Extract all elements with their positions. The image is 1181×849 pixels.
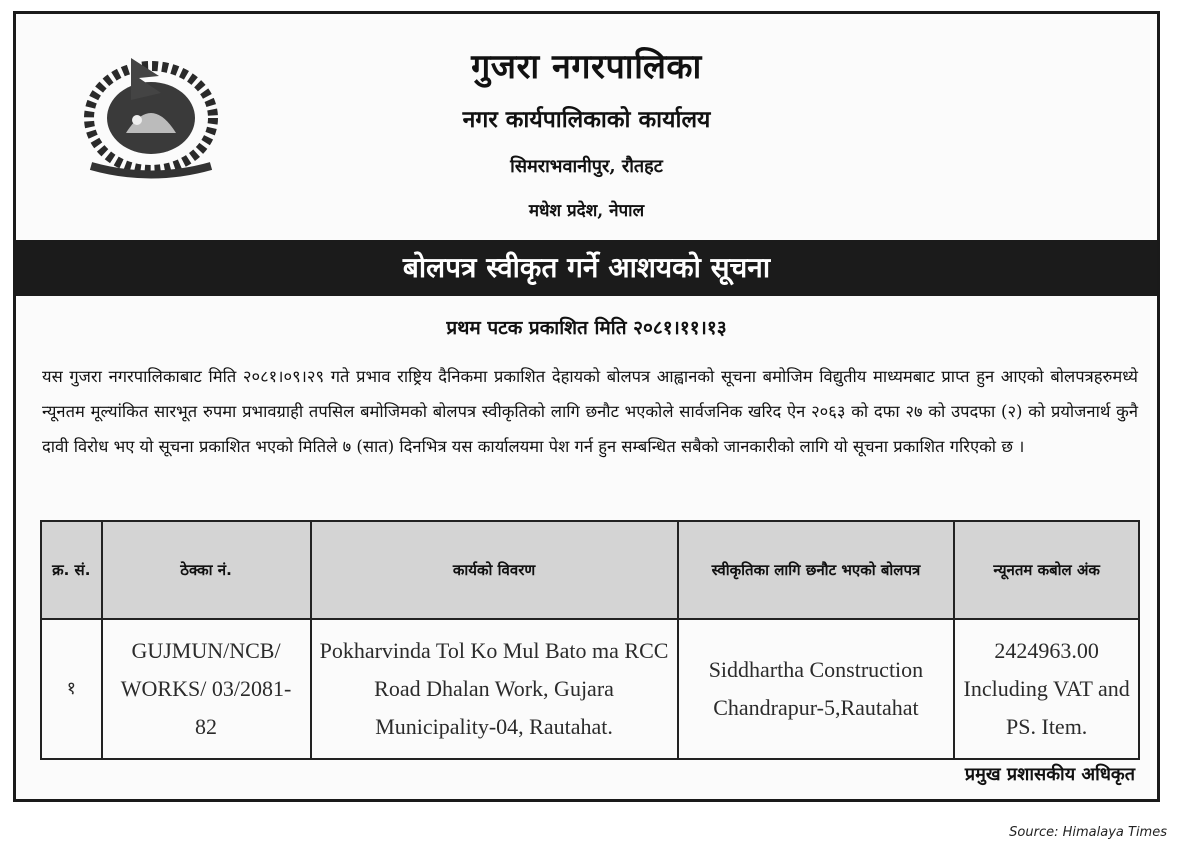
office-address: सिमराभवानीपुर, रौतहट bbox=[510, 156, 663, 177]
municipality-name: गुजरा नगरपालिका bbox=[471, 47, 702, 87]
cell-description: Pokharvinda Tol Ko Mul Bato ma RCC Road Dhalan Work, Gujara Municipality-04, Rautahat. bbox=[311, 619, 678, 759]
col-lowest-bid: न्यूनतम कबोल अंक bbox=[954, 521, 1139, 619]
publish-date: प्रथम पटक प्रकाशित मिति २०८१।११।१३ bbox=[446, 317, 727, 339]
cell-contract-no: GUJMUN/NCB/ WORKS/ 03/2081-82 bbox=[102, 619, 311, 759]
cell-lowest-bid: 2424963.00 Including VAT and PS. Item. bbox=[954, 619, 1139, 759]
col-selected-bidder: स्वीकृतिका लागि छनौट भएको बोलपत्र bbox=[678, 521, 955, 619]
notice-body: यस गुजरा नगरपालिकाबाट मिति २०८१।०९।२९ गते प्रभाव राष्ट्रिय दैनिकमा प्रकाशित देहायको बोलपत्र आह्वानको सूचना बमोजिम विद्युतीय माध्यमबाट प्राप्त हुन आएको बोलपत्रहरुमध्ये न्यूनतम मूल्यांकित सारभूत रुपमा प्रभावग्राही तपसिल बमोजिमको बोलपत्र स्वीकृतिको लागि छनौट भएकोले सार्वजनिक खरिद ऐन २०६३ को दफा २७ को उपदफा (२) को प्रयोजनार्थ कुनै दावी विरोध भए यो सूचना प्रकाशित भएको मितिले ७ (सात) दिनभित्र यस कार्यालयमा पेश गर्न हुन सम्बन्धित सबैको जानकारीको लागि यो सूचना प्रकाशित गरिएको छ । bbox=[42, 367, 1138, 456]
table-header-row bbox=[41, 521, 1139, 619]
bid-table bbox=[40, 520, 1140, 760]
notice-title: बोलपत्र स्वीकृत गर्ने आशयको सूचना bbox=[402, 251, 771, 284]
cell-serial: १ bbox=[41, 619, 102, 759]
col-description: कार्यको विवरण bbox=[311, 521, 678, 619]
cell-selected-bidder: Siddhartha Construction Chandrapur-5,Rautahat bbox=[678, 619, 955, 759]
source-credit: Source: Himalaya Times bbox=[1009, 825, 1167, 840]
col-serial: क्र. सं. bbox=[41, 521, 102, 619]
col-contract-no: ठेक्का नं. bbox=[102, 521, 311, 619]
table-row bbox=[41, 619, 1139, 759]
office-name: नगर कार्यपालिकाको कार्यालय bbox=[462, 106, 711, 133]
province-name: मधेश प्रदेश, नेपाल bbox=[528, 201, 645, 221]
notice-frame bbox=[13, 11, 1160, 802]
signatory-title: प्रमुख प्रशासकीय अधिकृत bbox=[964, 764, 1135, 785]
